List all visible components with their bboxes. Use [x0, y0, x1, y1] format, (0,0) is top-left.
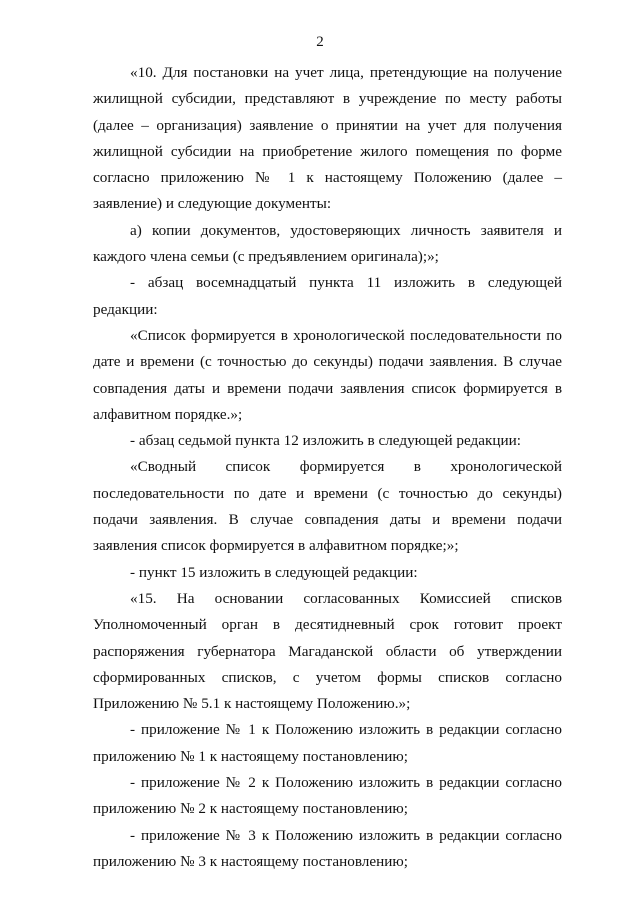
paragraph-list-order: «Список формируется в хронологической последовательности по дате и времени (с точностью до секунды) подачи заявления. В случае совпадения даты и времени подачи заявления список формируется в алфавитном порядке.»;	[93, 326, 562, 423]
paragraph-amend-12: - абзац седьмой пункта 12 изложить в следующей редакции:	[130, 432, 521, 450]
document-body	[93, 60, 562, 875]
paragraph-appendix-1: - приложение № 1 к Положению изложить в редакции согласно приложению № 1 к настоящему постановлению;	[93, 721, 562, 765]
paragraph-appendix-3: - приложение № 3 к Положению изложить в редакции согласно приложению № 3 к настоящему постановлению;	[93, 826, 562, 870]
paragraph-appendix-2: - приложение № 2 к Положению изложить в редакции согласно приложению № 2 к настоящему постановлению;	[93, 774, 562, 818]
paragraph-item-15: «15. На основании согласованных Комиссией списков Уполномоченный орган в десятидневный срок готовит проект распоряжения губернатора Магаданской области об утверждении сформированных списков, с учетом формы списков согласно Приложению № 5.1 к настоящему Положению.»;	[93, 589, 562, 713]
paragraph-item-10: «10. Для постановки на учет лица, претендующие на получение жилищной субсидии, представляют в учреждение по месту работы (далее – организация) заявление о принятии на учет для получения жилищной субсидии на приобретение жилого помещения по форме согласно приложению № 1 к настоящему Положению (далее – заявление) и следующие документы:	[93, 64, 562, 213]
paragraph-amend-11: - абзац восемнадцатый пункта 11 изложить в следующей редакции:	[93, 274, 562, 318]
paragraph-summary-list: «Сводный список формируется в хронологической последовательности по дате и времени (с точностью до секунды) подачи заявления. В случае совпадения даты и времени подачи заявления список формируется в алфавитном порядке;»;	[93, 458, 562, 555]
paragraph-subitem-a: а) копии документов, удостоверяющих личность заявителя и каждого члена семьи (с предъявлением оригинала);»;	[93, 221, 562, 266]
page-number: 2	[316, 34, 324, 50]
paragraph-amend-15: - пункт 15 изложить в следующей редакции:	[130, 563, 418, 581]
